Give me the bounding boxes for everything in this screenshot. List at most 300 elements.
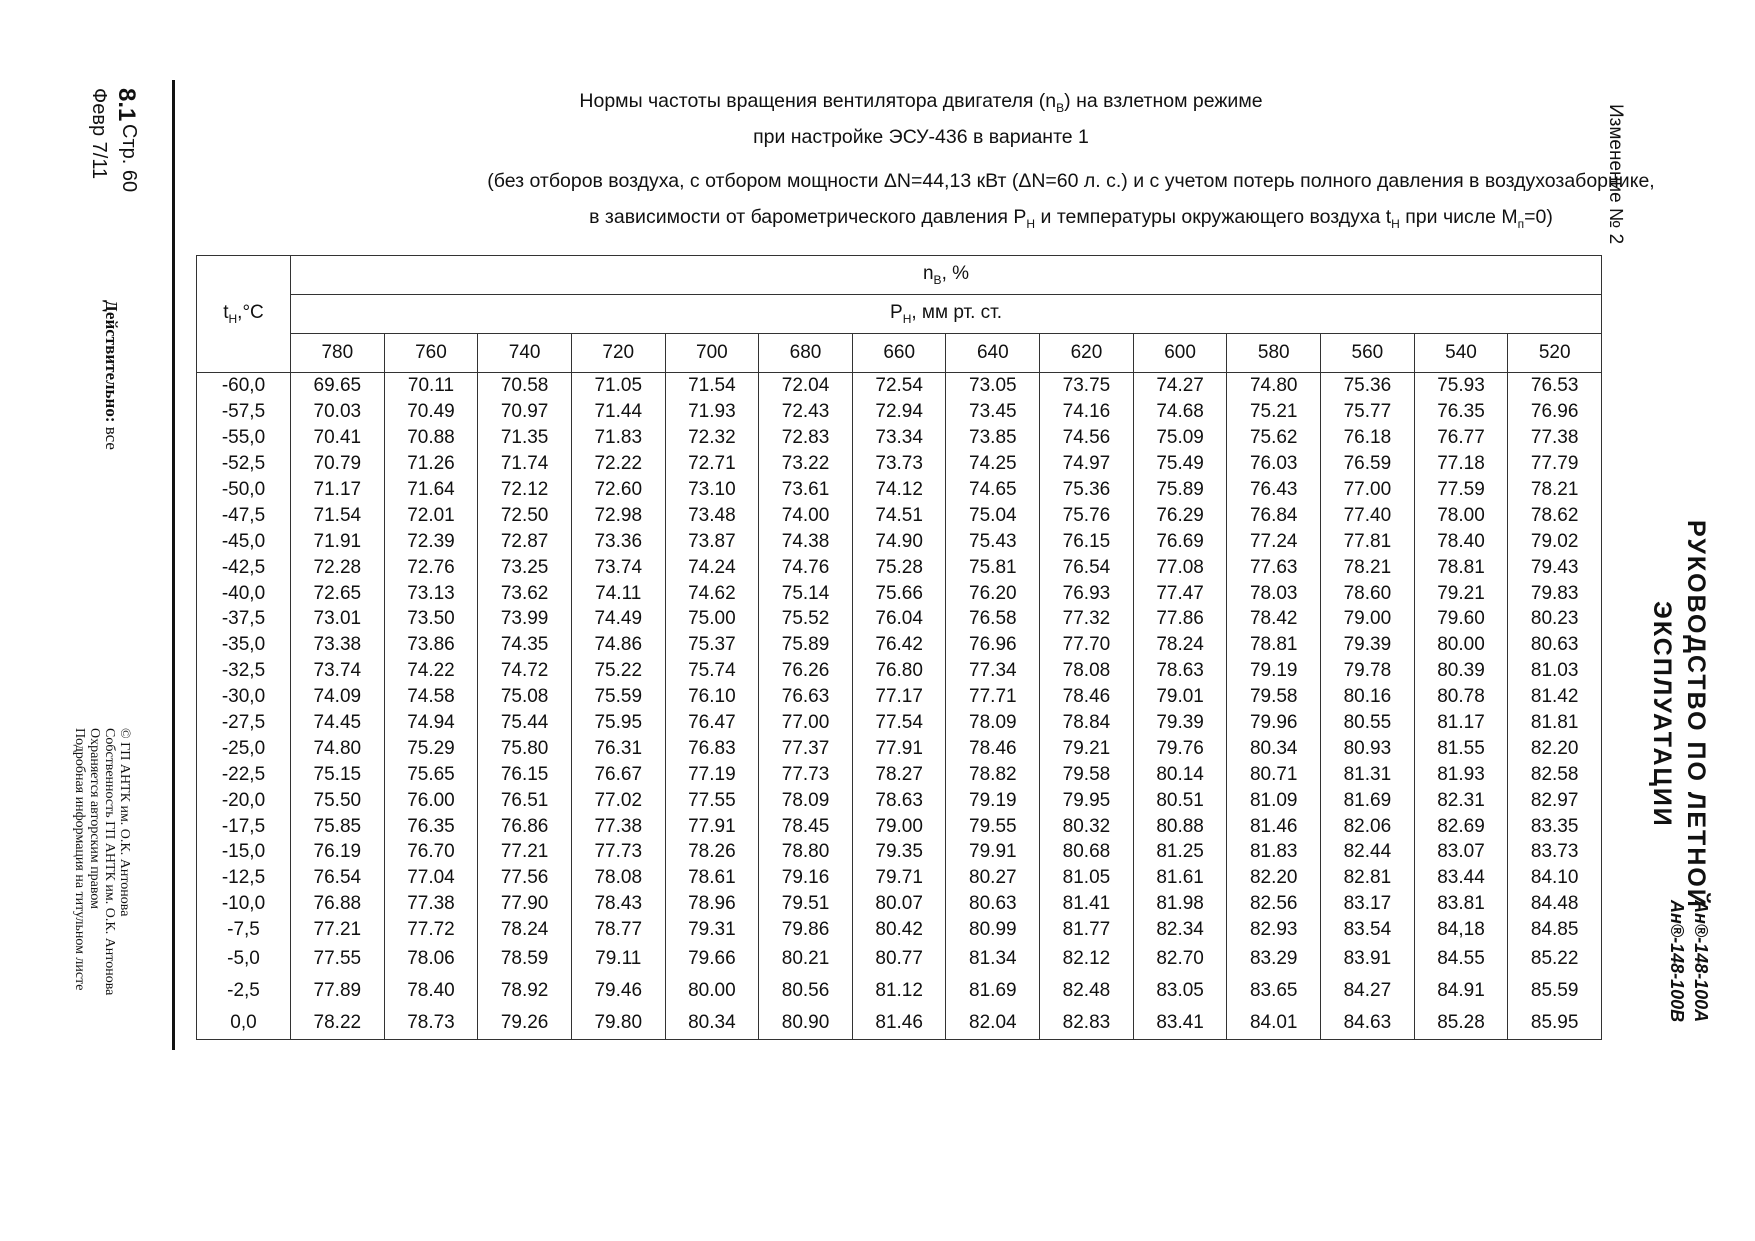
fan-speed-cell: 79.19 (946, 787, 1040, 813)
fan-speed-cell: 76.59 (1321, 451, 1415, 477)
fan-speed-cell: 76.51 (478, 787, 572, 813)
fan-speed-cell: 73.99 (478, 606, 572, 632)
fan-speed-cell: 71.05 (571, 373, 665, 399)
fan-speed-cell: 74.35 (478, 632, 572, 658)
fan-speed-cell: 71.64 (384, 477, 478, 503)
fan-speed-cell: 83.35 (1508, 813, 1602, 839)
temperature-cell: -47,5 (197, 502, 291, 528)
fan-speed-cell: 85.22 (1508, 943, 1602, 975)
fan-speed-cell: 71.44 (571, 399, 665, 425)
fan-speed-cell: 84.10 (1508, 865, 1602, 891)
fan-speed-cell: 77.34 (946, 658, 1040, 684)
fan-speed-cell: 75.95 (571, 710, 665, 736)
fan-speed-cell: 78.40 (1414, 528, 1508, 554)
fan-speed-cell: 82.81 (1321, 865, 1415, 891)
fan-speed-cell: 75.62 (1227, 425, 1321, 451)
fan-speed-cell: 80.16 (1321, 684, 1415, 710)
fan-speed-cell: 74.76 (759, 554, 853, 580)
fan-speed-cell: 77.04 (384, 865, 478, 891)
fan-speed-cell: 74.62 (665, 580, 759, 606)
fan-speed-cell: 75.74 (665, 658, 759, 684)
fan-speed-cell: 72.83 (759, 425, 853, 451)
fan-speed-cell: 77.55 (291, 943, 385, 975)
fan-speed-cell: 79.96 (1227, 710, 1321, 736)
fan-speed-cell: 78.63 (1133, 658, 1227, 684)
fan-speed-cell: 83.07 (1414, 839, 1508, 865)
fan-speed-cell: 79.26 (478, 1007, 572, 1040)
fan-speed-cell: 76.42 (852, 632, 946, 658)
fan-speed-cell: 71.54 (291, 502, 385, 528)
fan-speed-cell: 81.03 (1508, 658, 1602, 684)
fan-speed-cell: 78.62 (1508, 502, 1602, 528)
fan-speed-cell: 74.65 (946, 477, 1040, 503)
fan-speed-cell: 76.18 (1321, 425, 1415, 451)
fan-speed-cell: 83.81 (1414, 891, 1508, 917)
fan-speed-cell: 77.38 (571, 813, 665, 839)
fan-speed-cell: 74.56 (1040, 425, 1134, 451)
fan-speed-cell: 79.95 (1040, 787, 1134, 813)
fan-speed-cell: 75.04 (946, 502, 1040, 528)
fan-speed-cell: 81.17 (1414, 710, 1508, 736)
fan-speed-cell: 75.85 (291, 813, 385, 839)
fan-speed-cell: 76.15 (478, 761, 572, 787)
fan-speed-cell: 79.39 (1133, 710, 1227, 736)
fan-speed-cell: 72.50 (478, 502, 572, 528)
fan-speed-cell: 82.93 (1227, 917, 1321, 943)
fan-speed-cell: 76.80 (852, 658, 946, 684)
fan-speed-cell: 75.00 (665, 606, 759, 632)
temperature-cell: -15,0 (197, 839, 291, 865)
fan-speed-cell: 73.38 (291, 632, 385, 658)
pressure-column-header: 700 (665, 334, 759, 373)
fan-speed-cell: 78.43 (571, 891, 665, 917)
fan-speed-cell: 77.40 (1321, 502, 1415, 528)
fan-speed-cell: 73.61 (759, 477, 853, 503)
table-row (197, 425, 1602, 451)
fan-speed-cell: 73.85 (946, 425, 1040, 451)
fan-speed-cell: 77.63 (1227, 554, 1321, 580)
fan-speed-cell: 71.54 (665, 373, 759, 399)
temperature-cell: -25,0 (197, 735, 291, 761)
model-name: Ан®-148-100В (1667, 900, 1687, 1023)
fan-speed-cell: 77.91 (665, 813, 759, 839)
fan-speed-cell: 79.11 (571, 943, 665, 975)
fan-speed-cell: 78.84 (1040, 710, 1134, 736)
fan-speed-cell: 71.17 (291, 477, 385, 503)
table-row (197, 399, 1602, 425)
table-row (197, 891, 1602, 917)
fan-speed-cell: 76.70 (384, 839, 478, 865)
page-number: Стр. 60 (118, 124, 140, 193)
fan-speed-cell: 76.35 (384, 813, 478, 839)
fan-speed-cell: 77.32 (1040, 606, 1134, 632)
fan-speed-cell: 80.34 (1227, 735, 1321, 761)
table-title: Нормы частоты вращения вентилятора двигателя $(n_В)$ на взлетном режиме (579, 90, 1263, 115)
fan-speed-cell: 72.76 (384, 554, 478, 580)
fan-speed-cell: 76.77 (1414, 425, 1508, 451)
fan-speed-cell: 77.24 (1227, 528, 1321, 554)
fan-speed-cell: 78.40 (384, 975, 478, 1007)
fan-speed-cell: 76.43 (1227, 477, 1321, 503)
fan-speed-cell: 75.37 (665, 632, 759, 658)
fan-speed-cell: 72.22 (571, 451, 665, 477)
fan-speed-cell: 77.00 (759, 710, 853, 736)
fan-speed-cell: 78.00 (1414, 502, 1508, 528)
fan-speed-cell: 76.03 (1227, 451, 1321, 477)
fan-speed-cell: 79.00 (852, 813, 946, 839)
fan-speed-cell: 80.42 (852, 917, 946, 943)
fan-speed-cell: 73.74 (571, 554, 665, 580)
fan-speed-cell: 82.31 (1414, 787, 1508, 813)
fan-speed-cell: 73.05 (946, 373, 1040, 399)
temperature-cell: -27,5 (197, 710, 291, 736)
fan-speed-cell: 75.49 (1133, 451, 1227, 477)
fan-speed-cell: 83.65 (1227, 975, 1321, 1007)
fan-speed-cell: 75.81 (946, 554, 1040, 580)
fan-speed-cell: 74.51 (852, 502, 946, 528)
fan-speed-cell: 79.31 (665, 917, 759, 943)
fan-speed-table (196, 255, 1602, 1040)
fan-speed-cell: 82.04 (946, 1007, 1040, 1040)
fan-speed-cell: 71.35 (478, 425, 572, 451)
pressure-column-header: 620 (1040, 334, 1134, 373)
fan-speed-cell: 82.34 (1133, 917, 1227, 943)
fan-speed-cell: 80.68 (1040, 839, 1134, 865)
fan-speed-cell: 78.26 (665, 839, 759, 865)
fan-speed-cell: 80.27 (946, 865, 1040, 891)
fan-speed-cell: 71.83 (571, 425, 665, 451)
fan-speed-cell: 77.81 (1321, 528, 1415, 554)
temperature-cell: -60,0 (197, 373, 291, 399)
temperature-cell: -7,5 (197, 917, 291, 943)
fan-speed-cell: 77.19 (665, 761, 759, 787)
table-row (197, 580, 1602, 606)
table-row (197, 606, 1602, 632)
fan-speed-cell: 81.12 (852, 975, 946, 1007)
temperature-cell: -17,5 (197, 813, 291, 839)
fan-speed-cell: 81.93 (1414, 761, 1508, 787)
fan-speed-cell: 84.91 (1414, 975, 1508, 1007)
fan-speed-cell: 73.01 (291, 606, 385, 632)
fan-speed-cell: 76.86 (478, 813, 572, 839)
fan-speed-cell: 84.85 (1508, 917, 1602, 943)
table-row (197, 1007, 1602, 1040)
fan-speed-cell: 81.46 (1227, 813, 1321, 839)
fan-speed-cell: 82.12 (1040, 943, 1134, 975)
fan-speed-cell: 81.05 (1040, 865, 1134, 891)
fan-speed-cell: 75.44 (478, 710, 572, 736)
fan-speed-cell: 80.56 (759, 975, 853, 1007)
fan-speed-cell: 79.76 (1133, 735, 1227, 761)
fan-speed-cell: 80.21 (759, 943, 853, 975)
pressure-column-header: 740 (478, 334, 572, 373)
fan-speed-cell: 79.51 (759, 891, 853, 917)
fan-speed-cell: 79.01 (1133, 684, 1227, 710)
fan-speed-cell: 76.93 (1040, 580, 1134, 606)
temperature-header: $t_Н,^\circ C$ (197, 256, 291, 373)
fan-speed-cell: 78.45 (759, 813, 853, 839)
fan-speed-cell: 80.34 (665, 1007, 759, 1040)
fan-speed-cell: 83.05 (1133, 975, 1227, 1007)
fan-speed-cell: 81.34 (946, 943, 1040, 975)
fan-speed-cell: 74.97 (1040, 451, 1134, 477)
table-row (197, 787, 1602, 813)
fan-speed-cell: 76.15 (1040, 528, 1134, 554)
fan-speed-cell: 73.34 (852, 425, 946, 451)
validity-note (101, 300, 121, 450)
copyright-line: Охраняется авторским правом (87, 728, 102, 910)
fan-speed-cell: 73.22 (759, 451, 853, 477)
fan-speed-cell: 74.86 (571, 632, 665, 658)
fan-speed-cell: 83.29 (1227, 943, 1321, 975)
table-subtitle: при настройке ЭСУ-436 в варианте 1 (753, 126, 1089, 148)
fan-speed-cell: 75.09 (1133, 425, 1227, 451)
fan-speed-cell: 77.21 (291, 917, 385, 943)
fan-speed-cell: 78.46 (1040, 684, 1134, 710)
fan-speed-cell: 72.04 (759, 373, 853, 399)
fan-speed-cell: 75.89 (759, 632, 853, 658)
fan-speed-cell: 77.18 (1414, 451, 1508, 477)
fan-speed-cell: 76.67 (571, 761, 665, 787)
fan-speed-cell: 76.58 (946, 606, 1040, 632)
fan-speed-cell: 77.17 (852, 684, 946, 710)
fan-speed-cell: 79.39 (1321, 632, 1415, 658)
fan-speed-cell: 76.83 (665, 735, 759, 761)
fan-speed-cell: 75.36 (1321, 373, 1415, 399)
margin-rule (172, 80, 175, 1050)
fan-speed-cell: 75.65 (384, 761, 478, 787)
fan-speed-cell: 77.38 (1508, 425, 1602, 451)
fan-speed-cell: 74.90 (852, 528, 946, 554)
fan-speed-cell: 85.28 (1414, 1007, 1508, 1040)
fan-speed-cell: 78.61 (665, 865, 759, 891)
fan-speed-cell: 83.91 (1321, 943, 1415, 975)
fan-speed-cell: 75.08 (478, 684, 572, 710)
fan-speed-cell: 77.73 (759, 761, 853, 787)
table-row (197, 632, 1602, 658)
fan-speed-cell: 79.21 (1414, 580, 1508, 606)
fan-speed-cell: 80.14 (1133, 761, 1227, 787)
fan-speed-cell: 77.38 (384, 891, 478, 917)
table-row (197, 451, 1602, 477)
fan-speed-cell: 84.01 (1227, 1007, 1321, 1040)
change-number: Изменение № 2 (1605, 104, 1626, 245)
fan-speed-cell: 74.38 (759, 528, 853, 554)
fan-speed-cell: 75.15 (291, 761, 385, 787)
fan-speed-cell: 82.58 (1508, 761, 1602, 787)
fan-speed-cell: 80.90 (759, 1007, 853, 1040)
temperature-cell: -40,0 (197, 580, 291, 606)
fan-speed-cell: 73.45 (946, 399, 1040, 425)
fan-speed-cell: 73.74 (291, 658, 385, 684)
fan-speed-cell: 79.58 (1227, 684, 1321, 710)
fan-speed-cell: 84,18 (1414, 917, 1508, 943)
fan-speed-cell: 78.22 (291, 1007, 385, 1040)
fan-speed-cell: 72.28 (291, 554, 385, 580)
fan-speed-cell: 79.60 (1414, 606, 1508, 632)
fan-speed-cell: 74.11 (571, 580, 665, 606)
fan-speed-cell: 82.20 (1227, 865, 1321, 891)
fan-speed-cell: 78.21 (1321, 554, 1415, 580)
fan-speed-cell: 81.69 (1321, 787, 1415, 813)
fan-speed-cell: 82.20 (1508, 735, 1602, 761)
fan-speed-cell: 77.47 (1133, 580, 1227, 606)
fan-speed-cell: 79.80 (571, 1007, 665, 1040)
fan-speed-cell: 71.91 (291, 528, 385, 554)
fan-speed-cell: 74.27 (1133, 373, 1227, 399)
fan-speed-cell: 74.16 (1040, 399, 1134, 425)
fan-speed-cell: 80.78 (1414, 684, 1508, 710)
fan-speed-cell: 83.54 (1321, 917, 1415, 943)
temperature-cell: -50,0 (197, 477, 291, 503)
table-row (197, 528, 1602, 554)
fan-speed-cell: 80.23 (1508, 606, 1602, 632)
fan-speed-cell: 77.02 (571, 787, 665, 813)
fan-speed-cell: 81.81 (1508, 710, 1602, 736)
fan-speed-cell: 76.19 (291, 839, 385, 865)
fan-speed-cell: 74.12 (852, 477, 946, 503)
fan-speed-cell: 79.46 (571, 975, 665, 1007)
fan-speed-cell: 76.31 (571, 735, 665, 761)
pressure-column-header: 640 (946, 334, 1040, 373)
fan-speed-cell: 81.41 (1040, 891, 1134, 917)
fan-speed-cell: 82.83 (1040, 1007, 1134, 1040)
fan-speed-cell: 81.83 (1227, 839, 1321, 865)
table-row (197, 813, 1602, 839)
fan-speed-cell: 78.08 (1040, 658, 1134, 684)
table-row (197, 502, 1602, 528)
fan-speed-cell: 72.01 (384, 502, 478, 528)
revision-date: Февр 7/11 (88, 88, 110, 180)
fan-speed-cell: 73.73 (852, 451, 946, 477)
fan-speed-cell: 78.09 (759, 787, 853, 813)
fan-speed-cell: 74.80 (1227, 373, 1321, 399)
temperature-cell: -37,5 (197, 606, 291, 632)
fan-speed-cell: 74.00 (759, 502, 853, 528)
table-row (197, 710, 1602, 736)
fan-speed-cell: 80.55 (1321, 710, 1415, 736)
fan-speed-cell: 83.17 (1321, 891, 1415, 917)
temperature-cell: -45,0 (197, 528, 291, 554)
fan-speed-cell: 77.72 (384, 917, 478, 943)
fan-speed-cell: 76.04 (852, 606, 946, 632)
fan-speed-cell: 79.00 (1321, 606, 1415, 632)
fan-speed-cell: 83.41 (1133, 1007, 1227, 1040)
fan-speed-cell: 75.36 (1040, 477, 1134, 503)
fan-speed-cell: 79.19 (1227, 658, 1321, 684)
table-row (197, 658, 1602, 684)
fan-speed-cell: 74.09 (291, 684, 385, 710)
aircraft-models (1665, 900, 1713, 1022)
table-row (197, 554, 1602, 580)
fan-speed-cell: 81.46 (852, 1007, 946, 1040)
pressure-column-header: 600 (1133, 334, 1227, 373)
fan-speed-cell: 75.59 (571, 684, 665, 710)
fan-speed-cell: 77.71 (946, 684, 1040, 710)
fan-speed-cell: 70.88 (384, 425, 478, 451)
fan-speed-cell: 76.96 (1508, 399, 1602, 425)
fan-speed-cell: 77.79 (1508, 451, 1602, 477)
table-row (197, 373, 1602, 399)
pressure-column-header: 680 (759, 334, 853, 373)
fan-speed-cell: 82.69 (1414, 813, 1508, 839)
fan-speed-cell: 72.32 (665, 425, 759, 451)
fan-speed-cell: 77.37 (759, 735, 853, 761)
left-margin (0, 0, 180, 1241)
fan-speed-cell: 76.69 (1133, 528, 1227, 554)
fan-speed-cell: 70.41 (291, 425, 385, 451)
fan-speed-cell: 74.72 (478, 658, 572, 684)
fan-speed-cell: 75.93 (1414, 373, 1508, 399)
fan-speed-cell: 77.86 (1133, 606, 1227, 632)
fan-speed-cell: 75.22 (571, 658, 665, 684)
pressure-column-header: 580 (1227, 334, 1321, 373)
fan-speed-cell: 78.59 (478, 943, 572, 975)
fan-speed-cell: 80.00 (665, 975, 759, 1007)
fan-speed-cell: 79.21 (1040, 735, 1134, 761)
fan-speed-cell: 76.96 (946, 632, 1040, 658)
manual-title (1645, 520, 1713, 909)
fan-speed-cell: 77.70 (1040, 632, 1134, 658)
fan-speed-cell: 82.48 (1040, 975, 1134, 1007)
pressure-column-header: 540 (1414, 334, 1508, 373)
temperature-cell: 0,0 (197, 1007, 291, 1040)
fan-speed-cell: 74.22 (384, 658, 478, 684)
fan-speed-cell: 78.81 (1414, 554, 1508, 580)
table-row (197, 839, 1602, 865)
fan-speed-cell: 80.88 (1133, 813, 1227, 839)
fan-speed-cell: 77.73 (571, 839, 665, 865)
fan-speed-cell: 80.39 (1414, 658, 1508, 684)
fan-speed-cell: 73.62 (478, 580, 572, 606)
fan-speed-cell: 72.87 (478, 528, 572, 554)
fan-speed-cell: 75.80 (478, 735, 572, 761)
manual-title-line: ЭКСПЛУАТАЦИИ (1648, 601, 1676, 828)
copyright-line: Собственность ГП АНТК им. О.К. Антонова (102, 728, 117, 996)
fan-speed-cell: 74.24 (665, 554, 759, 580)
fan-speed-cell: 78.80 (759, 839, 853, 865)
fan-speed-cell: 80.32 (1040, 813, 1134, 839)
fan-speed-cell: 81.98 (1133, 891, 1227, 917)
table-conditions: (без отборов воздуха, с отбором мощности ΔN=44,13 кВт (ΔN=60 л. с.) и с учетом потерь полного давления в воздухозаборнике, (487, 170, 1655, 192)
fan-speed-cell: 73.13 (384, 580, 478, 606)
fan-speed-cell: 82.97 (1508, 787, 1602, 813)
fan-speed-cell: 81.77 (1040, 917, 1134, 943)
fan-speed-cell: 84.63 (1321, 1007, 1415, 1040)
fan-speed-cell: 73.10 (665, 477, 759, 503)
fan-speed-cell: 83.73 (1508, 839, 1602, 865)
fan-speed-cell: 80.51 (1133, 787, 1227, 813)
fan-speed-cell: 81.69 (946, 975, 1040, 1007)
fan-speed-cell: 75.77 (1321, 399, 1415, 425)
fan-speed-cell: 78.81 (1227, 632, 1321, 658)
fan-speed-cell: 85.95 (1508, 1007, 1602, 1040)
temperature-cell: -20,0 (197, 787, 291, 813)
fan-speed-cell: 73.86 (384, 632, 478, 658)
pressure-column-header: 560 (1321, 334, 1415, 373)
fan-speed-cell: 70.97 (478, 399, 572, 425)
fan-speed-cell: 72.43 (759, 399, 853, 425)
fan-speed-cell: 84.48 (1508, 891, 1602, 917)
temperature-cell: -22,5 (197, 761, 291, 787)
pressure-column-header: 760 (384, 334, 478, 373)
fan-speed-cell: 77.54 (852, 710, 946, 736)
fan-speed-cell: 76.53 (1508, 373, 1602, 399)
fan-speed-cell: 72.54 (852, 373, 946, 399)
fan-speed-cell: 75.14 (759, 580, 853, 606)
fan-speed-cell: 80.93 (1321, 735, 1415, 761)
fan-speed-cell: 75.66 (852, 580, 946, 606)
